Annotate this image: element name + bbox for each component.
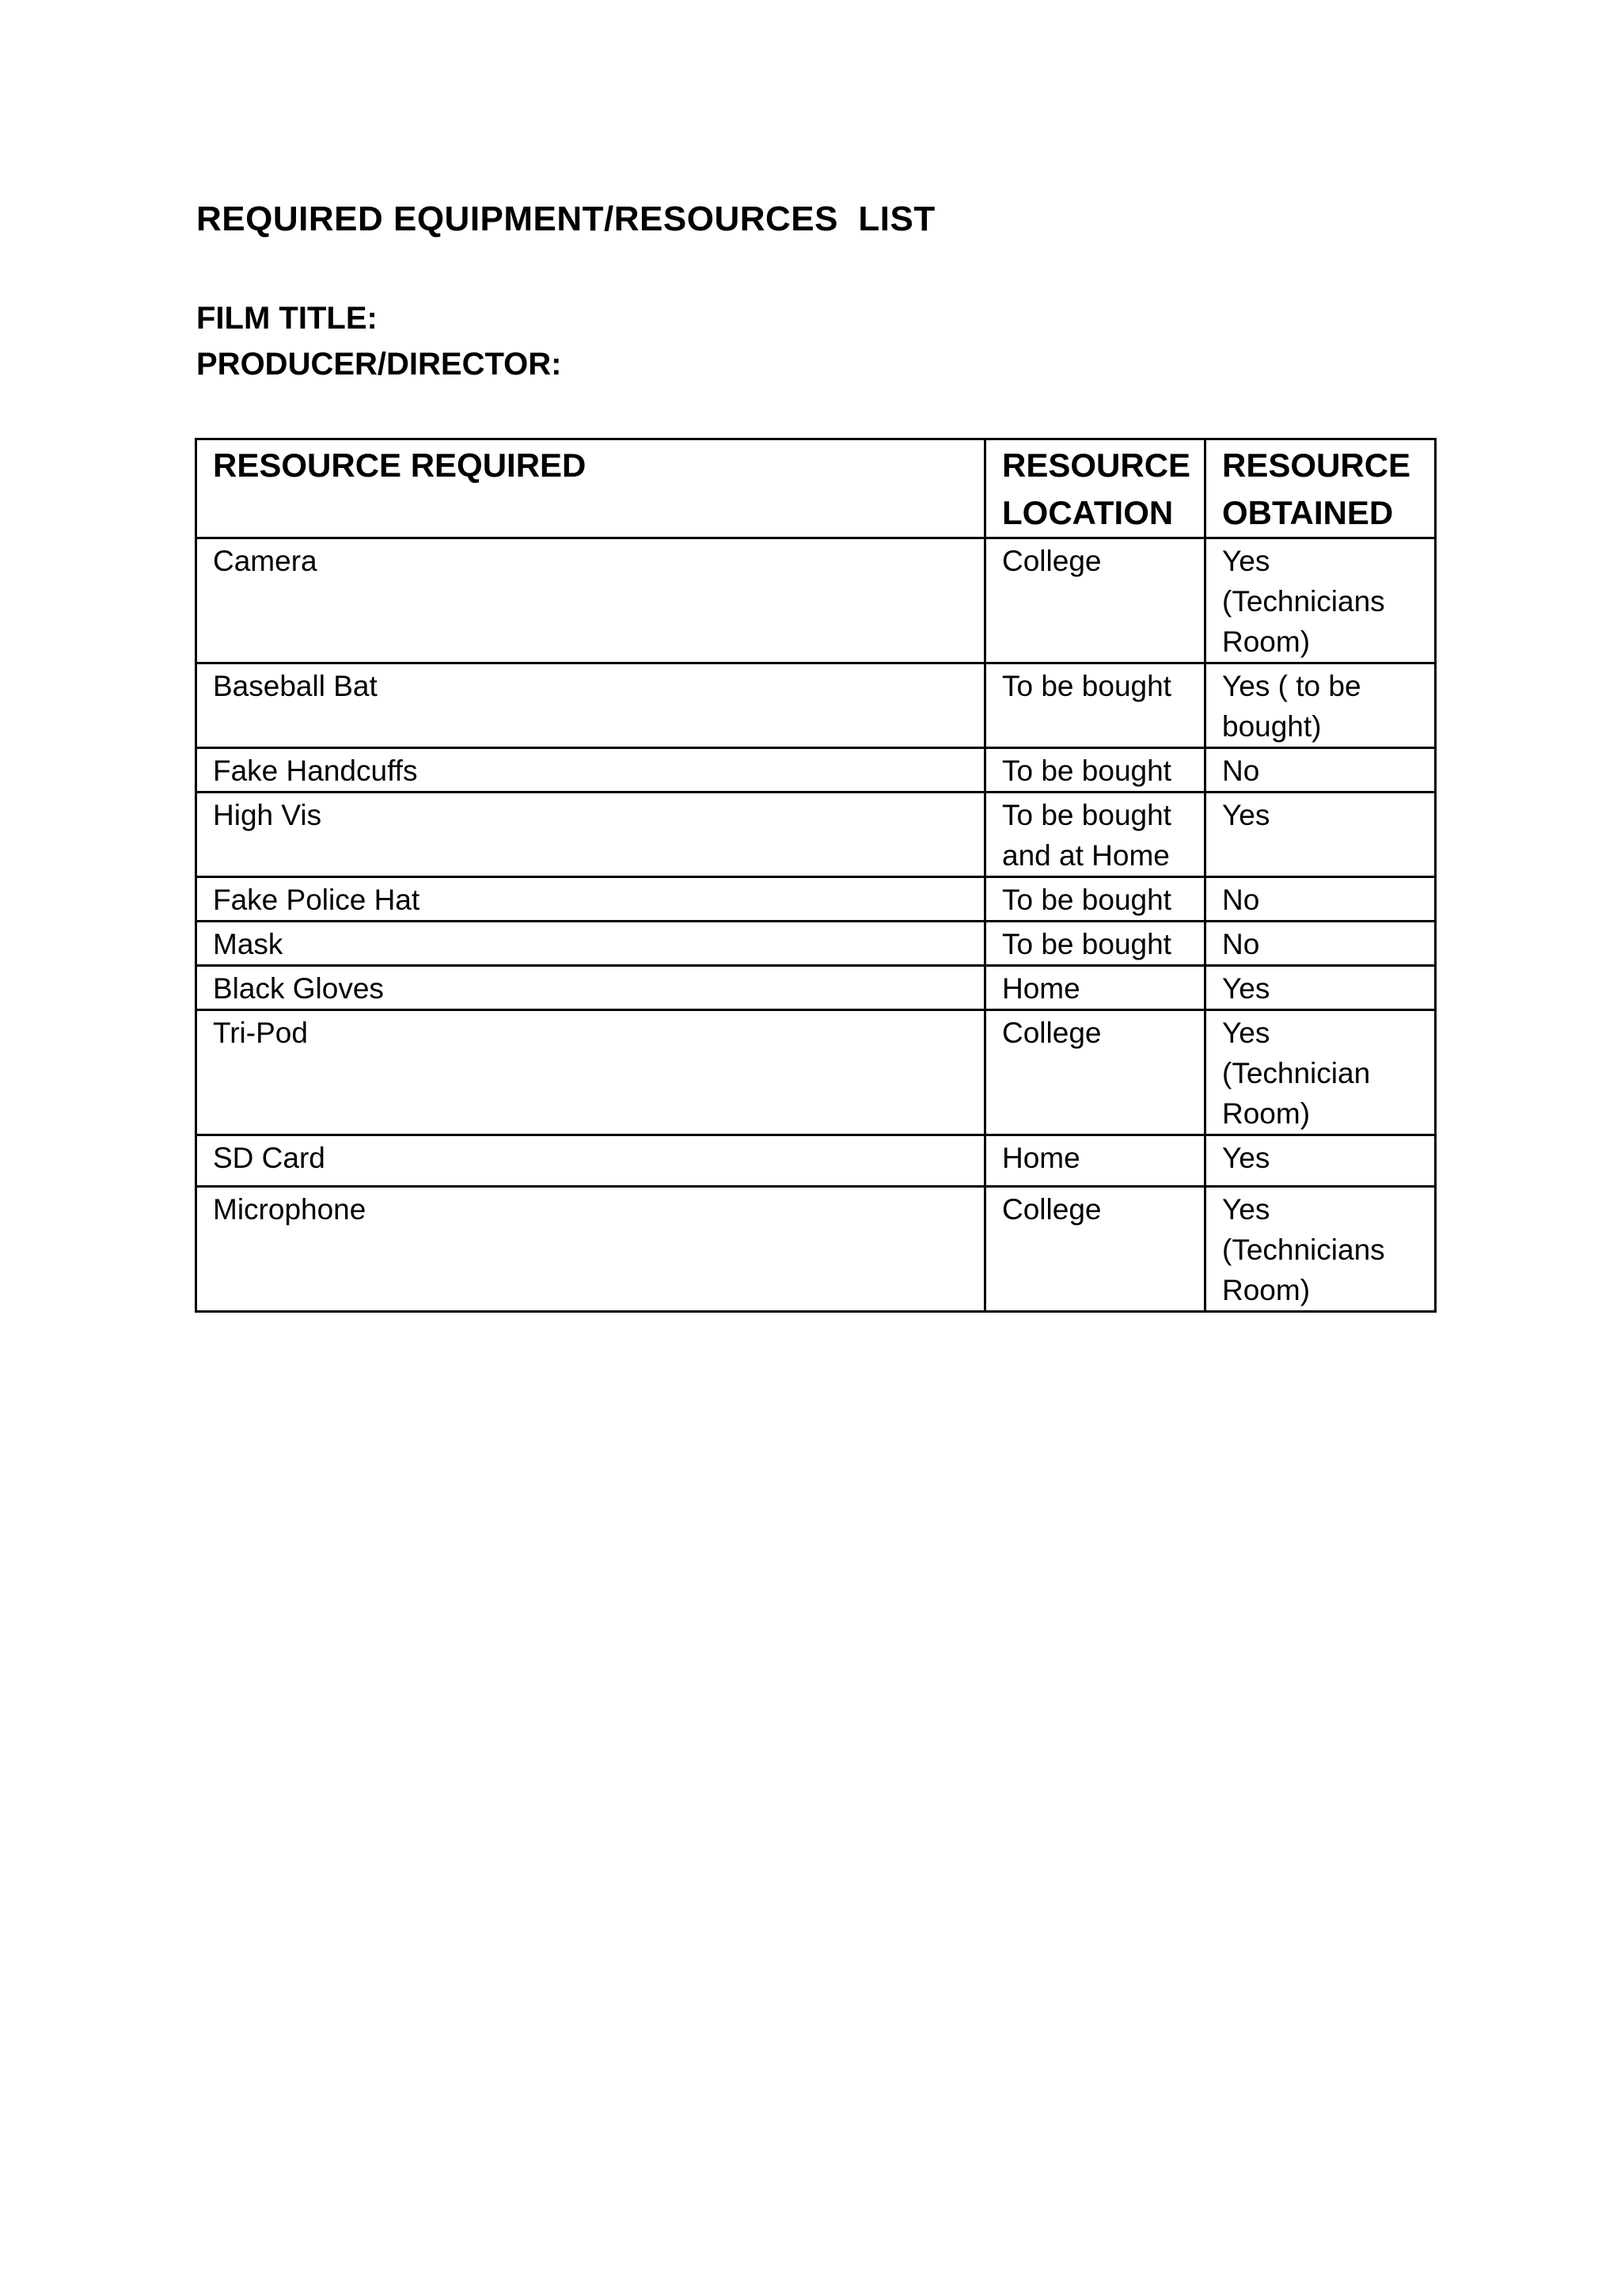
table-row bbox=[196, 1010, 1436, 1135]
table-row bbox=[196, 877, 1436, 922]
cell-obtained: Yes (Technicians Room) bbox=[1205, 538, 1436, 663]
film-title-label: FILM TITLE: bbox=[196, 301, 378, 336]
header-resource-required: RESOURCE REQUIRED bbox=[196, 439, 985, 538]
cell-location: To be bought bbox=[985, 877, 1205, 922]
cell-obtained: Yes (Technicians Room) bbox=[1205, 1187, 1436, 1312]
equipment-table bbox=[195, 438, 1437, 1313]
cell-obtained: No bbox=[1205, 877, 1436, 922]
table-row bbox=[196, 1187, 1436, 1312]
document-title: REQUIRED EQUIPMENT/RESOURCES LIST bbox=[196, 200, 936, 238]
table-row bbox=[196, 966, 1436, 1010]
cell-location: College bbox=[985, 1010, 1205, 1135]
cell-location: To be bought bbox=[985, 922, 1205, 966]
table-row bbox=[196, 922, 1436, 966]
table-row bbox=[196, 538, 1436, 663]
cell-obtained: No bbox=[1205, 922, 1436, 966]
cell-obtained: Yes bbox=[1205, 966, 1436, 1010]
cell-location: Home bbox=[985, 1135, 1205, 1187]
table-header-row bbox=[196, 439, 1436, 538]
table-row bbox=[196, 748, 1436, 793]
cell-location: Home bbox=[985, 966, 1205, 1010]
cell-obtained: Yes (Technician Room) bbox=[1205, 1010, 1436, 1135]
cell-resource: High Vis bbox=[196, 793, 985, 877]
cell-resource: Mask bbox=[196, 922, 985, 966]
cell-resource: Baseball Bat bbox=[196, 663, 985, 748]
table-row bbox=[196, 1135, 1436, 1187]
cell-resource: SD Card bbox=[196, 1135, 985, 1187]
cell-resource: Fake Handcuffs bbox=[196, 748, 985, 793]
cell-obtained: Yes bbox=[1205, 1135, 1436, 1187]
cell-resource: Fake Police Hat bbox=[196, 877, 985, 922]
table-row bbox=[196, 793, 1436, 877]
cell-resource: Black Gloves bbox=[196, 966, 985, 1010]
table-row bbox=[196, 663, 1436, 748]
header-resource-obtained: RESOURCE OBTAINED bbox=[1205, 439, 1436, 538]
cell-location: To be bought bbox=[985, 748, 1205, 793]
cell-resource: Camera bbox=[196, 538, 985, 663]
cell-location: To be bought bbox=[985, 663, 1205, 748]
cell-resource: Tri-Pod bbox=[196, 1010, 985, 1135]
cell-location: College bbox=[985, 538, 1205, 663]
cell-obtained: Yes bbox=[1205, 793, 1436, 877]
cell-resource: Microphone bbox=[196, 1187, 985, 1312]
cell-location: To be bought and at Home bbox=[985, 793, 1205, 877]
header-resource-location: RESOURCE LOCATION bbox=[985, 439, 1205, 538]
cell-obtained: Yes ( to be bought) bbox=[1205, 663, 1436, 748]
cell-location: College bbox=[985, 1187, 1205, 1312]
producer-director-label: PRODUCER/DIRECTOR: bbox=[196, 347, 562, 382]
cell-obtained: No bbox=[1205, 748, 1436, 793]
